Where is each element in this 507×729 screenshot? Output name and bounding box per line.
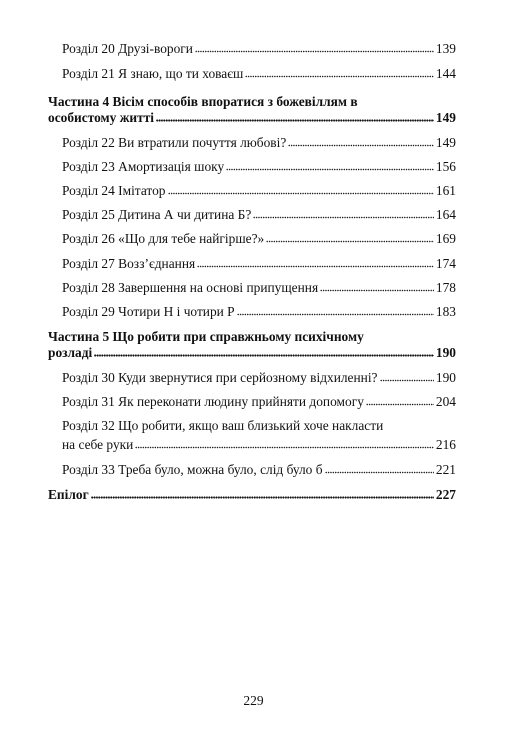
toc-entry-title: Розділ 28 Завершення на основі припущення	[62, 280, 319, 295]
dot-leader	[135, 439, 434, 449]
toc-entry-title: Розділ 29 Чотири Н і чотири Р	[62, 304, 235, 319]
dot-leader	[226, 161, 434, 171]
toc-page-number: 156	[435, 159, 456, 174]
dot-leader	[266, 233, 434, 243]
toc-page-number: 183	[435, 304, 456, 319]
toc-entry-title: Розділ 27 Возз’єднання	[62, 256, 196, 271]
toc-page-number: 190	[435, 345, 456, 360]
toc-page-number: 161	[435, 183, 456, 198]
dot-leader	[245, 68, 434, 78]
dot-leader	[197, 258, 434, 268]
dot-leader	[253, 209, 434, 219]
page-number: 229	[243, 693, 264, 708]
toc-entry-title: Розділ 33 Треба було, можна було, слід було б	[62, 462, 323, 477]
dot-leader	[288, 137, 434, 147]
dot-leader	[91, 489, 434, 499]
dot-leader	[156, 112, 434, 122]
toc-entry-title: Розділ 23 Амортизація шоку	[62, 159, 225, 174]
toc-entry-title-line: Частина 5 Що робити при справжньому психічному	[48, 329, 364, 344]
toc-page-number: 216	[435, 437, 456, 452]
dot-leader	[380, 372, 434, 382]
toc-entry-title: Розділ 21 Я знаю, що ти ховаєш	[62, 66, 244, 81]
toc-page-number: 174	[435, 256, 456, 271]
toc-page-number: 169	[435, 231, 456, 246]
toc-page-number: 144	[435, 66, 456, 81]
toc-entry-title: Розділ 30 Куди звернутися при серйозному відхиленні?	[62, 370, 378, 385]
toc-page-number: 139	[435, 41, 456, 56]
toc-entry-title: Епілог	[48, 487, 89, 502]
toc-page-number: 164	[435, 207, 456, 222]
toc-page-number: 227	[435, 487, 456, 502]
dot-leader	[237, 306, 434, 316]
dot-leader	[366, 396, 434, 406]
toc-entry-title: на себе руки	[62, 437, 134, 452]
dot-leader	[325, 464, 434, 474]
toc-page-number: 149	[435, 135, 456, 150]
toc-page-number: 149	[435, 110, 456, 125]
toc-entry-title: Розділ 25 Дитина А чи дитина Б?	[62, 207, 252, 222]
toc-entry-title: Розділ 20 Друзі-вороги	[62, 41, 193, 56]
toc-page-number: 204	[435, 394, 456, 409]
toc-entry-title: Розділ 24 Імітатор	[62, 183, 166, 198]
dot-leader	[168, 185, 434, 195]
toc-entry-title: розладі	[48, 345, 93, 360]
dot-leader	[320, 282, 434, 292]
toc-entry-title: Розділ 26 «Що для тебе найгірше?»	[62, 231, 265, 246]
toc-entry-title: особистому житті	[48, 110, 154, 125]
toc-page-number: 221	[435, 462, 456, 477]
dot-leader	[195, 43, 434, 53]
toc-entry-title-line: Частина 4 Вісім способів впоратися з божевіллям в	[48, 94, 358, 109]
toc-entry-title-line: Розділ 32 Що робити, якщо ваш близький хоче накласти	[62, 418, 384, 433]
dot-leader	[94, 347, 434, 357]
toc-page-number: 190	[435, 370, 456, 385]
toc-entry-title: Розділ 31 Як переконати людину прийняти допомогу	[62, 394, 364, 409]
toc-page-number: 178	[435, 280, 456, 295]
toc-entry-title: Розділ 22 Ви втратили почуття любові?	[62, 135, 287, 150]
